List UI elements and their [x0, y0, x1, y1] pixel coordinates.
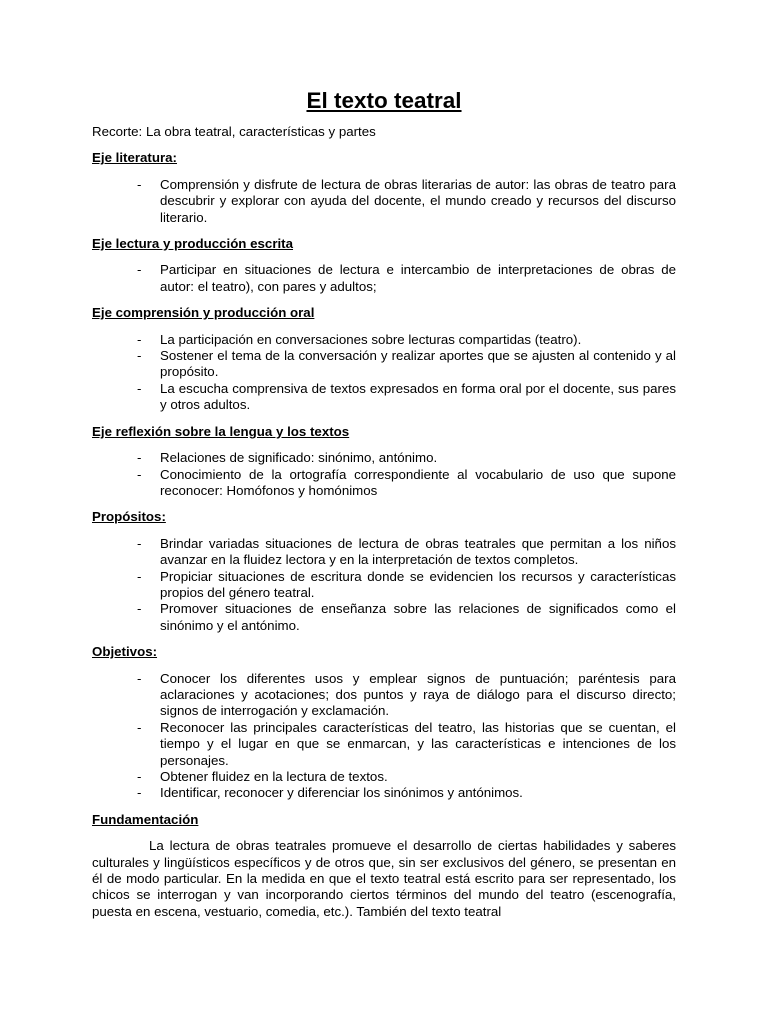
list-item-text: Sostener el tema de la conversación y realizar aportes que se ajusten al contenido y al propósito. [160, 348, 676, 380]
list-item [92, 381, 676, 414]
section-heading: Eje comprensión y producción oral [92, 305, 315, 321]
list-item-text: Relaciones de significado: sinónimo, antónimo. [160, 450, 438, 466]
dash-marker: - [137, 719, 142, 735]
list-item-text: Brindar variadas situaciones de lectura de obras teatrales que permitan a los niños avanzar en la fluidez lectora y en la interpretación de textos completos. [160, 535, 676, 568]
dash-marker: - [137, 601, 142, 617]
list-item [92, 450, 676, 466]
list-item-text: La participación en conversaciones sobre lecturas compartidas (teatro). [160, 331, 582, 347]
list-item [92, 785, 676, 801]
bullet-list [92, 332, 676, 414]
dash-marker: - [137, 262, 142, 278]
list-item [92, 720, 676, 769]
list-item-text: Propiciar situaciones de escritura donde se evidencien los recursos y características propios del género teatral. [160, 568, 676, 600]
dash-marker: - [137, 380, 142, 396]
section-eje-literatura [92, 150, 676, 226]
section-propositos [92, 509, 676, 634]
bullet-list [92, 450, 676, 499]
dash-marker: - [137, 466, 142, 482]
list-item-text: Reconocer las principales características del teatro, las historias que se cuentan, el tiempo y el lugar en que se enmarcan, y las características e intenciones de los personajes. [160, 719, 676, 768]
section-heading: Objetivos: [92, 644, 158, 660]
list-item-text: Comprensión y disfrute de lectura de obras literarias de autor: las obras de teatro para descubrir y explorar con ayuda del docente, el mundo creado y recursos del discurso literario. [160, 176, 676, 225]
list-item [92, 671, 676, 720]
dash-marker: - [137, 331, 142, 347]
section-heading: Eje reflexión sobre la lengua y los textos [92, 423, 350, 439]
list-item [92, 536, 676, 569]
bullet-list [92, 262, 676, 295]
section-heading: Eje literatura: [92, 150, 177, 166]
dash-marker: - [137, 176, 142, 192]
section-eje-reflexion [92, 424, 676, 500]
section-heading: Propósitos: [92, 509, 166, 525]
list-item [92, 769, 676, 785]
dash-marker: - [137, 769, 142, 784]
list-item [92, 332, 676, 348]
list-item-text: La escucha comprensiva de textos expresados en forma oral por el docente, sus pares y otros adultos. [160, 380, 676, 413]
list-item [92, 569, 676, 602]
dash-marker: - [137, 670, 142, 686]
list-item-text: Obtener fluidez en la lectura de textos. [160, 769, 388, 784]
bullet-list [92, 536, 676, 634]
bullet-list [92, 177, 676, 226]
dash-marker: - [137, 348, 142, 364]
dash-marker: - [137, 535, 142, 551]
section-heading: Eje lectura y producción escrita [92, 236, 294, 252]
list-item-text: Participar en situaciones de lectura e intercambio de interpretaciones de obras de autor: el teatro), con pares y adultos; [160, 262, 676, 294]
list-item [92, 262, 676, 295]
list-item-text: Promover situaciones de enseñanza sobre las relaciones de significados como el sinónimo y el antónimo. [160, 601, 676, 633]
section-eje-lectura [92, 236, 676, 295]
list-item [92, 467, 676, 500]
dash-marker: - [137, 450, 142, 466]
section-heading: Fundamentación [92, 811, 199, 827]
list-item [92, 348, 676, 381]
list-item [92, 601, 676, 634]
section-fundamentacion [92, 812, 676, 920]
list-item-text: Conocer los diferentes usos y emplear signos de puntuación; paréntesis para aclaraciones y acotaciones; dos puntos y raya de diálogo para el discurso directo; signos de interrogación y exclamación. [160, 670, 676, 719]
section-objetivos [92, 644, 676, 802]
page-title: El texto teatral [306, 88, 462, 113]
list-item-text: Identificar, reconocer y diferenciar los sinónimos y antónimos. [160, 785, 523, 801]
list-item [92, 177, 676, 226]
recorte-line: Recorte: La obra teatral, características y partes [92, 124, 376, 139]
list-item-text: Conocimiento de la ortografía correspondiente al vocabulario de uso que supone reconocer: Homófonos y homónimos [160, 466, 676, 498]
dash-marker: - [137, 568, 142, 584]
section-eje-oral [92, 305, 676, 413]
dash-marker: - [137, 785, 142, 801]
body-paragraph: La lectura de obras teatrales promueve el desarrollo de ciertas habilidades y saberes culturales y lingüísticos específicos y de otros que, sin ser exclusivos del género, se presentan en él de modo particular. En la medida en que el texto teatral está escrito para ser representado, los chicos se interrogan y van incorporando ciertos términos del mundo del teatro (escenografía, puesta en escena, vestuario, comedia, etc.). También del texto teatral [92, 838, 676, 919]
bullet-list [92, 671, 676, 802]
